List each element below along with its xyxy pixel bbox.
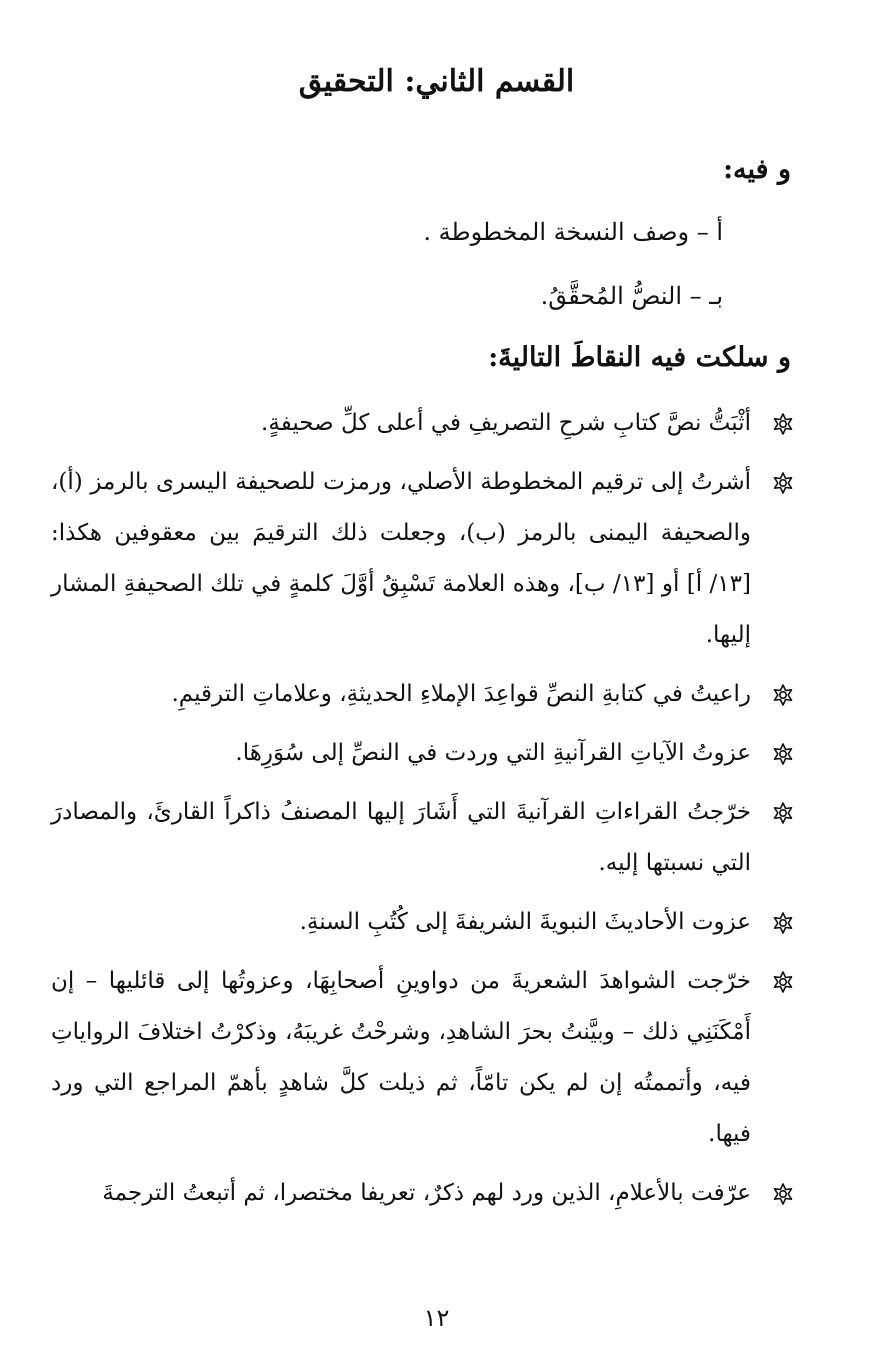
- list-item: [51, 669, 795, 720]
- points-list: [51, 398, 795, 1227]
- ornamental-flower-icon: [771, 970, 795, 994]
- list-item: [51, 1168, 795, 1219]
- list-item-text: عزوت الأحاديثَ النبويةَ الشريفةَ إلى كُتُبِ السنةِ.: [299, 909, 751, 935]
- ornamental-flower-icon: [771, 911, 795, 935]
- list-item-text: راعيتُ في كتابةِ النصِّ قواعِدَ الإملاءِ الحديثةِ، وعلاماتِ الترقيمِ.: [171, 681, 751, 707]
- list-item: [51, 956, 795, 1160]
- ornamental-flower-icon: [771, 1182, 795, 1206]
- section-intro-heading: و فيه:: [723, 154, 791, 185]
- list-item: [51, 787, 795, 889]
- list-item-text: خرّجتُ القراءاتِ القرآنيةَ التي أَشَارَ إليها المصنفُ ذاكراً القارئَ، والمصادرَ التي نسبتها إليه.: [51, 799, 751, 876]
- ornamental-flower-icon: [771, 742, 795, 766]
- list-item-text: خرّجت الشواهدَ الشعريةَ من دواوينِ أصحابِهَا، وعزوتُها إلى قائليها – إن أَمْكَنَنِي ذلك – وبيَّنتُ بحرَ الشاهدِ، وشرحْتُ غريبَهُ، وذكرْتُ اختلافَ الرواياتِ فيه، وأتممتُه إن لم يكن تامّاً، ثم ذيلت كلَّ شاهدٍ بأهمّ المراجع التي ورد فيها.: [51, 968, 751, 1147]
- sub-item-b: بـ – النصُّ المُحقَّقُ.: [540, 282, 723, 310]
- points-heading: و سلكت فيه النقاطَ التاليةَ:: [488, 342, 791, 373]
- list-item-text: أثْبَتُّ نصَّ كتابِ شرحِ التصريفِ في أعلى كلِّ صحيفةٍ.: [261, 410, 751, 436]
- list-item-text: أشرتُ إلى ترقيم المخطوطة الأصلي، ورمزت للصحيفة اليسرى بالرمز (أ)، والصحيفة اليمنى بالرمز (ب)، وجعلت ذلك الترقيمَ بين معقوفين هكذا: [١٣/ أ] أو [١٣/ ب]، وهذه العلامة تَسْبِقُ أوَّلَ كلمةٍ في تلك الصحيفةِ المشار إليها.: [51, 469, 751, 648]
- ornamental-flower-icon: [771, 801, 795, 825]
- list-item: [51, 728, 795, 779]
- list-item: [51, 398, 795, 449]
- list-item-text: عرّفت بالأعلامِ، الذين ورد لهم ذكرٌ، تعريفا مختصرا، ثم أتبعتُ الترجمةَ: [102, 1180, 751, 1206]
- list-item-text: عزوتُ الآياتِ القرآنيةِ التي وردت في النصِّ إلى سُوَرِهَا.: [235, 740, 751, 766]
- ornamental-flower-icon: [771, 683, 795, 707]
- list-item: [51, 897, 795, 948]
- ornamental-flower-icon: [771, 412, 795, 436]
- list-item: [51, 457, 795, 661]
- ornamental-flower-icon: [771, 471, 795, 495]
- page-title: القسم الثاني: التحقيق: [298, 64, 575, 99]
- page-number: ١٢: [423, 1304, 450, 1332]
- sub-item-a: أ – وصف النسخة المخطوطة .: [423, 218, 723, 246]
